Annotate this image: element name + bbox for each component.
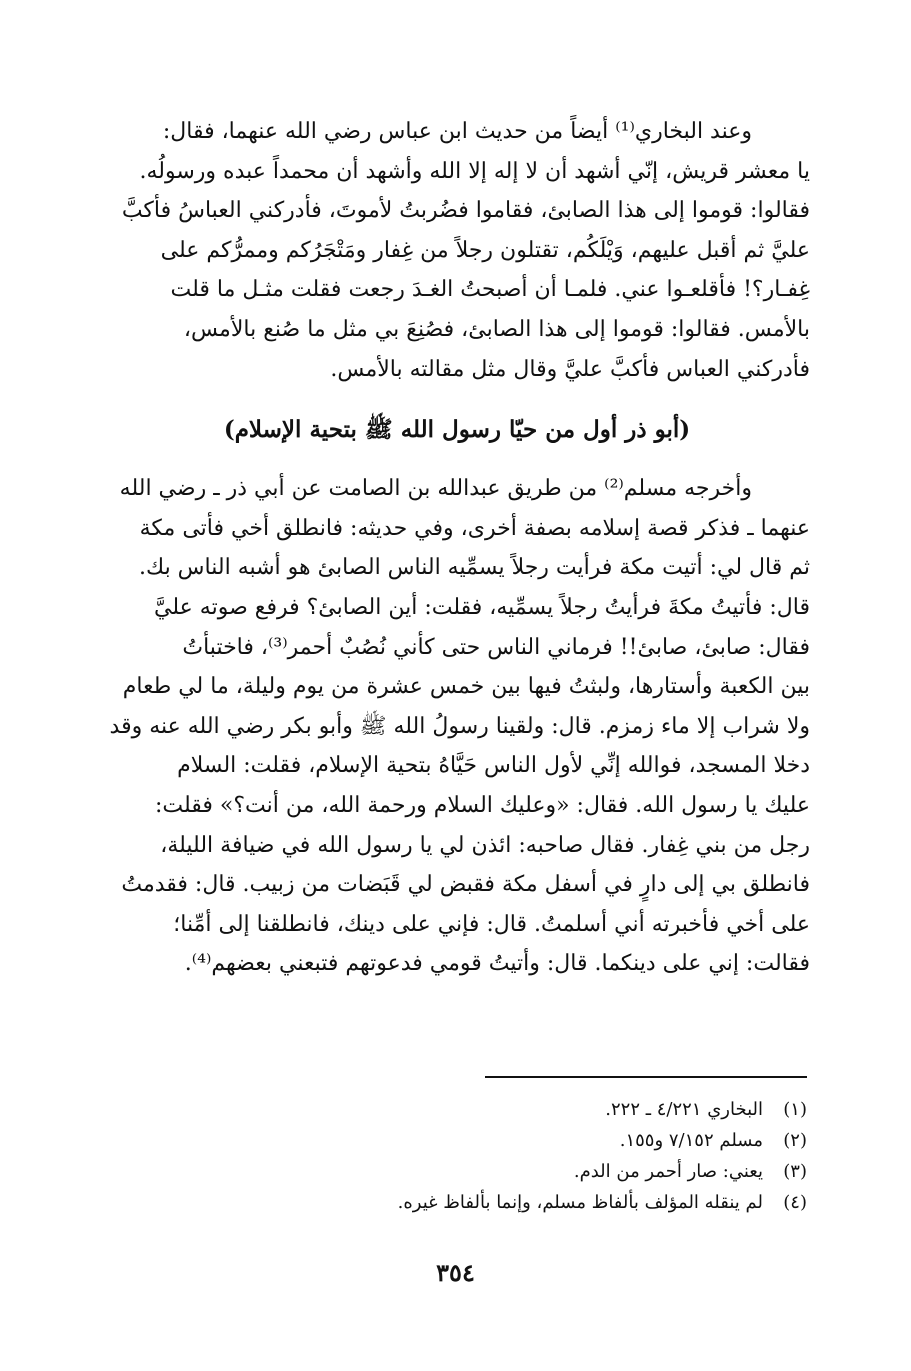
footnote bbox=[101, 1094, 807, 1125]
footnote bbox=[101, 1187, 807, 1218]
text-line: فقالوا: قوموا إلى هذا الصابئ، فقاموا فضُربتُ لأموتَ، فأدركني العباسُ فأكبَّ bbox=[121, 198, 810, 224]
text-line: على أخي فأخبرته أني أسلمتُ. قال: فإني على دينك، فانطلقنا إلى أمِّنا؛ bbox=[173, 911, 810, 937]
footnote-text: البخاري ٤/٢٢١ ـ ٢٢٢. bbox=[605, 1099, 763, 1120]
text-line: بالأمس. فقالوا: قوموا إلى هذا الصابئ، فصُنِعَ بي مثل ما صُنع بالأمس، bbox=[183, 316, 810, 342]
text-line: وعند البخاري⁽¹⁾ أيضاً من حديث ابن عباس رضي الله عنهما، فقال: bbox=[162, 119, 752, 144]
text-line: ولا شراب إلا ماء زمزم. قال: ولقينا رسولُ الله ﷺ وأبو بكر رضي الله عنه وقد bbox=[109, 713, 810, 739]
text-line: دخلا المسجد، فوالله إنِّي لأول الناس حَيَّاهُ بتحية الإسلام، فقلت: السلام bbox=[177, 753, 810, 779]
paragraph-2 bbox=[104, 469, 810, 984]
text-line: وأخرجه مسلم⁽²⁾ من طريق عبدالله بن الصامت عن أبي ذر ـ رضي الله bbox=[119, 476, 752, 502]
text-line: فقال: صابئ، صابئ!! فرماني الناس حتى كأني نُصُبٌ أحمر⁽³⁾، فاختبأتُ bbox=[182, 634, 810, 660]
footnote-number: (١) bbox=[783, 1099, 807, 1120]
text-line: عليَّ ثم أقبل عليهم، وَيْلَكُم، تقتلون رجلاً من غِفار ومَتْجَرُكم وممرُّكم على bbox=[160, 237, 810, 263]
text-line: يا معشر قريش، إنّي أشهد أن لا إله إلا الله وأشهد أن محمداً عبده ورسولُه. bbox=[139, 158, 810, 184]
footnote bbox=[101, 1125, 807, 1156]
text-line: غِفـار؟! فأقلعـوا عني. فلمـا أن أصبحتُ الغـدَ رجعت فقلت مثـل ما قلت bbox=[170, 277, 810, 303]
footnote-divider bbox=[485, 1076, 807, 1078]
footnote bbox=[101, 1156, 807, 1187]
footnote-text: يعني: صار أحمر من الدم. bbox=[573, 1161, 763, 1182]
page-number: ٣٥٤ bbox=[436, 1258, 475, 1287]
text-line: فانطلق بي إلى دارٍ في أسفل مكة فقبض لي قَبَضات من زبيب. قال: فقدمتُ bbox=[121, 872, 810, 898]
paragraph-1 bbox=[104, 112, 810, 389]
footnotes bbox=[101, 1094, 807, 1218]
footnote-number: (٤) bbox=[783, 1192, 807, 1213]
text-line: رجل من بني غِفار. فقال صاحبه: ائذن لي يا رسول الله في ضيافة الليلة، bbox=[160, 832, 810, 858]
text-line: بين الكعبة وأستارها، ولبثتُ فيها بين خمس عشرة من يوم وليلة، ما لي طعام bbox=[122, 674, 810, 700]
footnote-number: (٢) bbox=[783, 1130, 807, 1151]
text-line: ثم قال لي: أتيت مكة فرأيت رجلاً يسمِّيه الناس الصابئ هو أشبه الناس بك. bbox=[139, 555, 810, 581]
text-line: عنهما ـ فذكر قصة إسلامه بصفة أخرى، وفي حديثه: فانطلق أخي فأتى مكة bbox=[139, 515, 810, 541]
text-line: عليك يا رسول الله. فقال: «وعليك السلام ورحمة الله، من أنت؟» فقلت: bbox=[154, 792, 810, 818]
section-heading: (أبو ذر أول من حيّا رسول الله ﷺ بتحية الإسلام) bbox=[223, 416, 691, 444]
text-line: فأدركني العباس فأكبَّ عليَّ وقال مثل مقالته بالأمس. bbox=[330, 356, 810, 382]
text-line: فقالت: إني على دينكما. قال: وأتيتُ قومي فدعوتهم فتبعني بعضهم⁽⁴⁾. bbox=[184, 951, 810, 977]
footnote-number: (٣) bbox=[783, 1161, 807, 1182]
footnote-text: مسلم ٧/١٥٢ و١٥٥. bbox=[619, 1130, 763, 1151]
footnote-text: لم ينقله المؤلف بألفاظ مسلم، وإنما بألفاظ غيره. bbox=[397, 1192, 763, 1213]
page-body bbox=[104, 112, 810, 984]
text-line: قال: فأتيتُ مكةَ فرأيتُ رجلاً يسمِّيه، فقلت: أين الصابئ؟ فرفع صوته عليَّ bbox=[154, 594, 810, 620]
